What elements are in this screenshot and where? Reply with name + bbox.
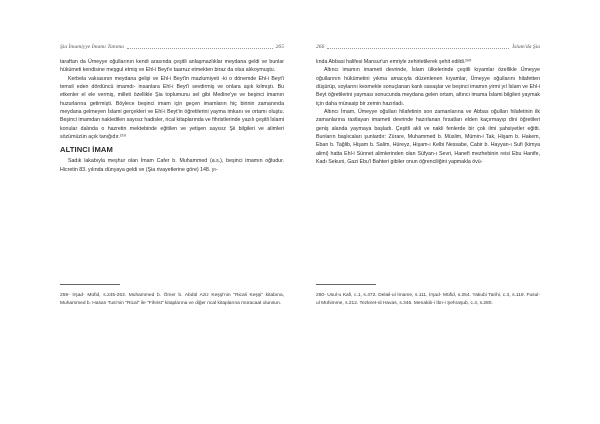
right-paragraph-1: lında Abbasi halifesi Mansur'un emriyle zehirletilerek şehit edildi.²⁶⁰ [316,59,472,65]
right-footnote: 260- Usul-u Kafi, c.1, s.472. Delail-ul İmame, s.111. İrşad- Müfid, s.254. Yakubi Tarihi, c.3, s.119. Fusul-ul Mühimme, s.212. Tezkiret-ül Havas, s.346. Menakib-i İbn-i Şehraşub, c.4, s.280. [316,293,540,306]
section-heading: ALTINCI İMAM [60,145,113,155]
left-running-head-leader [127,45,273,49]
right-running-head-leader [327,45,509,49]
left-footnote: 259- İrşad- Müfid, s.245-253. Muhammed b. Ömer b. Abdül Aziz Keşşi'nin "Ricali Keşşi" kitabına, Muhammed b. Hasan Tusi'nin "Rical" ile "Fihrist" kitaplarına ve diğer rical kitaplarına müracaat olunsun. [60,293,284,306]
right-paragraph-2: Altıncı imamın imameti devrinde, İslam ülkelerinde çeşitli kıyamlar özellikle Ümeyye oğullarının hükümetini yıkma amacıyla düzenlenen kıyamlar, Ümeyye oğullarını hilafetten düşürüp, soylarını kesmekle sonuçlanan kanlı savaşlar ve beşinci imamın yirmi yıl İslam ve Ehl-i Beyt öğretilerini yayması sonucunda meydana gelen ortam, altıncı imama İslami bilgileri yaymak için daha münasip bir zemin hazırladı. [316,67,540,107]
right-page-number: 266 [316,44,325,50]
left-paragraph-3: Sadık lakabıyla meşhur olan İmam Cafer b. Muhammed (a.s.), beşinci imamın oğludur. Hicretin 83. yılında dünyaya geldi ve (Şia rivayetlerine göre) 148. yı- [60,158,284,173]
right-body-text [316,58,540,166]
left-page-number: 265 [275,44,284,50]
left-paragraph-2: Kerbela vakıasının meydana gelişi ve Ehl-i Beyt'in mazlumiyeti -ki o dönemde Ehl-i Beyt'i temsil eden dördüncü imamdı- insanlara Ehl-i Beyt'i sevdirmiş ve onlara aşık kılmıştı. Bu etkenler el ele vermiş, milleti özellikle Şia toplumunu sel gibi Medine'ye ve beşinci imamın huzurlarına getirmişti. Böylece beşinci imam için geçen imamların hiç birinin zamanında meydana gelmeyen İslami gerçekleri ve Ehl-i Beyt'in öğretilerini yayma imkanı ve ortamı oluştu. Beşinci imamdan nakledilen sayısız hadisler, rical kitaplarında ve fihristlerinde yazılı çeşitli İslami konular dalında o hazretin mektebinde eğitilen ve yetişen sayısız Şii bilgileri ve alimleri sözümüzün açık tanığıdır.²⁵⁹ [60,75,284,141]
left-body-text [60,58,284,174]
left-footnote-rule [60,284,120,285]
right-page [300,0,600,424]
left-running-head [60,44,284,50]
right-running-head [316,44,540,50]
right-paragraph-3: Altıncı İmam, Ümeyye oğulları hilafetinin son zamanlarına ve Abbas oğulları hilafetinin ilk zamanlarına rastlayan imameti devrinde hazırlanan fırsatları elden kaçırmayıp dini öğretileri geniş alanda yaymaya başladı. Çeşitli akli ve nakli fenlerde bir çok ilmi şahsiyetler eğitti. Bunların başlıcaları şunlardır: Zürare, Muhammed b. Müslim, Mümin-i Tak, Hişam b. Hakem, Eban b. Tağlib, Hişam b. Salim, Hüreyz, Hişam-ı Kelbi Nessabe, Cabir b. Hayyan-ı Sufi (kimya alimi) hatta Ehl-i Sünnet alimlerinden olan Süfyan-ı Sevri, Hanefi mezhebinin reisi Ebu Hanife, Kadı Sekuni, Gazi Ebu'l Bahteri gibiler onun öğrenciliğini yapmakla övü- [316,109,540,166]
right-footnote-rule [316,284,376,285]
left-paragraph-1: taraftan da Ümeyye oğullarının kendi arasında çeşitli anlaşmazlıklar meydana geldi ve bunlar hükümeti kendisine meşgul etmiş ve Ehl-i Beyt'e taarruz etmekten biraz da olsa alıkoymuştu. [60,59,284,74]
right-running-head-title: İslam'da Şia [512,44,540,50]
left-running-head-title: Şia İmamiyye İmamı Tanıma [60,44,124,50]
